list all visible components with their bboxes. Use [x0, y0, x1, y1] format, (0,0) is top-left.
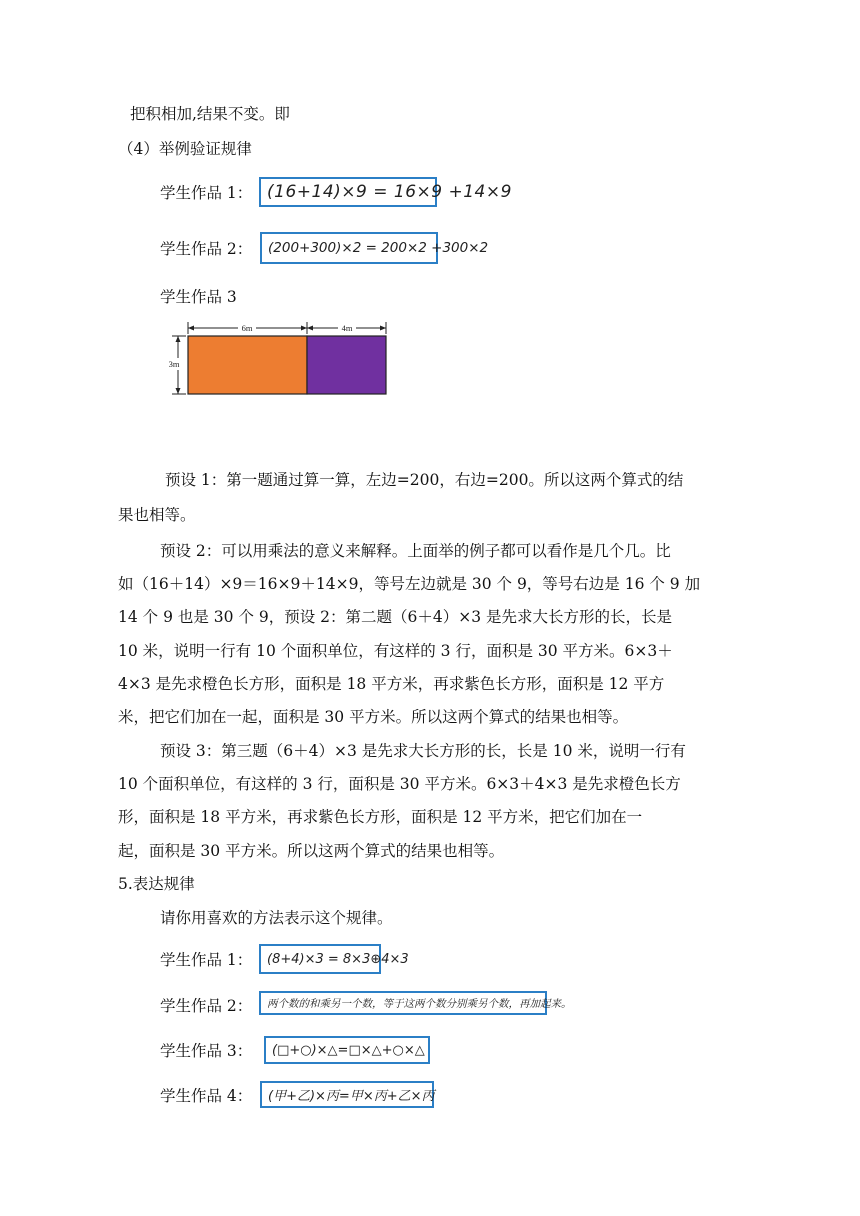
paragraph-line-5: 14 个 9 也是 30 个 9，预设 2：第二题（6＋4）×3 是先求大长方形的长，长是 [118, 608, 673, 626]
paragraph-line-1: 预设 1：第一题通过算一算，左边=200，右边=200。所以这两个算式的结 [165, 471, 684, 489]
paragraph-line-9: 预设 3：第三题（6＋4）×3 是先求大长方形的长，长是 10 米，说明一行有 [160, 742, 686, 760]
paragraph-line-3: 预设 2：可以用乘法的意义来解释。上面举的例子都可以看作是几个几。比 [160, 542, 671, 560]
intro-line: 把积相加,结果不变。即 [130, 105, 290, 123]
paragraph-line-2: 果也相等。 [118, 506, 196, 524]
paragraph-line-11: 形，面积是 18 平方米，再求紫色长方形，面积是 12 平方米，把它们加在一 [118, 808, 643, 826]
purple-rectangle [307, 336, 386, 394]
s5-work-label-4: 学生作品 4： [160, 1087, 253, 1105]
section5-prompt: 请你用喜欢的方法表示这个规律。 [160, 909, 393, 927]
paragraph-line-4: 如（16＋14）×9＝16×9＋14×9，等号左边就是 30 个 9，等号右边是 16 个 9 加 [118, 575, 701, 593]
handwritten-work-1: (16+14)×9 = 16×9 +14×9 [259, 177, 437, 207]
paragraph-line-12: 起，面积是 30 平方米。所以这两个算式的结果也相等。 [118, 842, 505, 860]
s5-work-label-1: 学生作品 1： [160, 951, 253, 969]
s5-handwritten-work-4: (甲+乙)×丙=甲×丙+乙×丙 [260, 1081, 434, 1108]
s5-work-label-2: 学生作品 2： [160, 997, 253, 1015]
paragraph-line-10: 10 个面积单位，有这样的 3 行，面积是 30 平方米。6×3＋4×3 是先求橙色长方 [118, 775, 681, 793]
work-label-3: 学生作品 3 [160, 288, 237, 306]
paragraph-line-8: 米，把它们加在一起，面积是 30 平方米。所以这两个算式的结果也相等。 [118, 708, 629, 726]
paragraph-line-7: 4×3 是先求橙色长方形，面积是 18 平方米，再求紫色长方形，面积是 12 平方 [118, 675, 665, 693]
work-label-2: 学生作品 2： [160, 240, 253, 258]
orange-rectangle [188, 336, 307, 394]
s5-handwritten-work-3: (□+○)×△=□×△+○×△ [264, 1036, 430, 1064]
label-4m: 4m [341, 323, 353, 333]
area-diagram [160, 318, 400, 400]
label-6m: 6m [241, 323, 253, 333]
handwritten-work-2: (200+300)×2 = 200×2 +300×2 [260, 232, 438, 264]
paragraph-line-6: 10 米，说明一行有 10 个面积单位，有这样的 3 行，面积是 30 平方米。6×3＋ [118, 642, 673, 660]
s5-handwritten-work-2: 两个数的和乘另一个数，等于这两个数分别乘另个数，再加起来。 [259, 991, 547, 1015]
label-3m: 3m [168, 359, 180, 369]
section5-title: 5.表达规律 [118, 875, 195, 893]
work-label-1: 学生作品 1： [160, 184, 253, 202]
s5-work-label-3: 学生作品 3： [160, 1042, 253, 1060]
section4-title: （4）举例验证规律 [118, 140, 252, 158]
s5-handwritten-work-1: (8+4)×3 = 8×3⊕4×3 [259, 944, 381, 974]
